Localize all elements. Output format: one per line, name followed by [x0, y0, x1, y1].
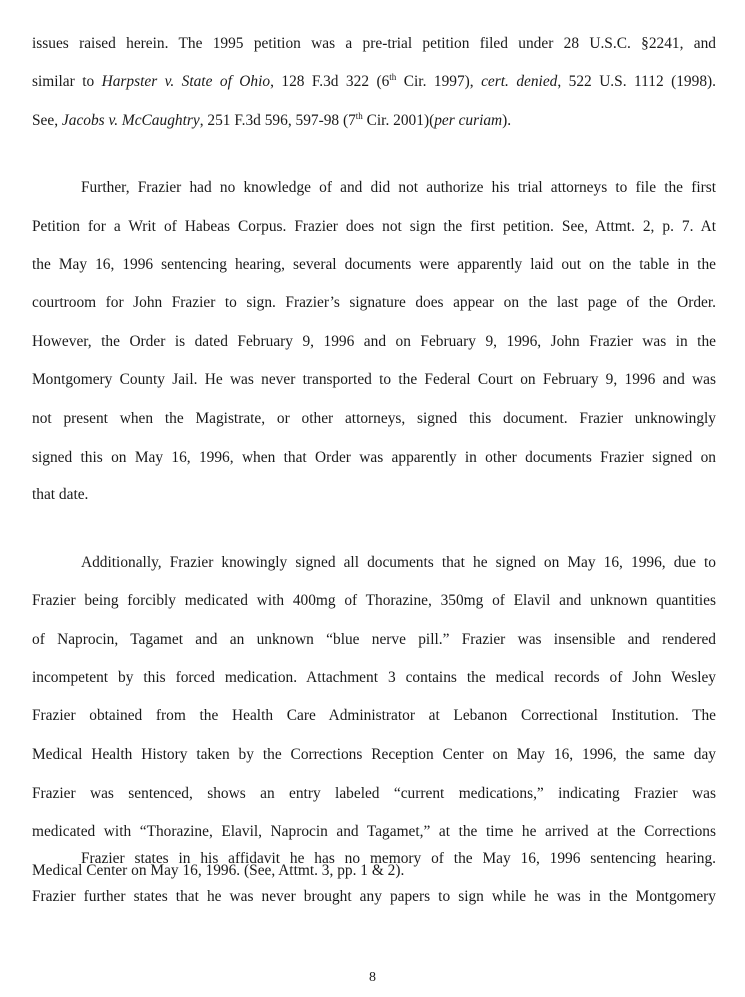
ordinal-suffix: th	[389, 72, 397, 82]
text-line: Frazier further states that he was never brought any papers to sign while he was in the Montgomery	[32, 888, 716, 905]
text-line: issues raised herein. The 1995 petition was a pre-trial petition filed under 28 U.S.C. §2241, and	[32, 35, 716, 52]
text-line: Additionally, Frazier knowingly signed all documents that he signed on May 16, 1996, due to	[81, 554, 716, 571]
text-line: See, Jacobs v. McCaughtry, 251 F.3d 596, 597-98 (7th Cir. 2001)(per curiam).	[32, 111, 512, 129]
text-line: not present when the Magistrate, or other attorneys, signed this document. Frazier unknowingly	[32, 410, 716, 427]
text-line: Further, Frazier had no knowledge of and did not authorize his trial attorneys to file the first	[81, 179, 716, 196]
text-line: Petition for a Writ of Habeas Corpus. Frazier does not sign the first petition. See, Attmt. 2, p. 7. At	[32, 218, 716, 235]
case-citation: Harpster v. State of Ohio	[101, 73, 271, 90]
text-line: Medical Health History taken by the Corrections Reception Center on May 16, 1996, the same day	[32, 746, 716, 763]
text-line: Frazier was sentenced, shows an entry labeled “current medications,” indicating Frazier was	[32, 785, 716, 802]
case-citation: cert. denied	[481, 73, 558, 90]
text-line: courtroom for John Frazier to sign. Frazier’s signature does appear on the last page of the Order.	[32, 294, 716, 311]
case-citation: Jacobs v. McCaughtry	[61, 112, 200, 129]
ordinal-suffix: th	[355, 111, 363, 121]
text-line: Frazier being forcibly medicated with 400mg of Thorazine, 350mg of Elavil and unknown quantities	[32, 592, 716, 609]
text-line: Frazier obtained from the Health Care Administrator at Lebanon Correctional Institution. The	[32, 707, 716, 724]
text-line: incompetent by this forced medication. Attachment 3 contains the medical records of John Wesley	[32, 669, 716, 686]
text-line: signed this on May 16, 1996, when that Order was apparently in other documents Frazier signed on	[32, 449, 716, 466]
text-line: Frazier states in his affidavit he has no memory of the May 16, 1996 sentencing hearing.	[81, 850, 716, 867]
text-line: Montgomery County Jail. He was never transported to the Federal Court on February 9, 1996 and was	[32, 371, 716, 388]
text-line: that date.	[32, 486, 89, 503]
text-line: Medical Center on May 16, 1996. (See, Attmt. 3, pp. 1 & 2).	[32, 862, 405, 879]
text-line: medicated with “Thorazine, Elavil, Naprocin and Tagamet,” at the time he arrived at the Corrections	[32, 823, 716, 840]
page-number: 8	[369, 970, 376, 985]
text-line: similar to Harpster v. State of Ohio, 128 F.3d 322 (6th Cir. 1997), cert. denied, 522 U.S. 1112 (1998).	[32, 72, 716, 90]
case-citation: per curiam	[434, 112, 503, 129]
text-line: the May 16, 1996 sentencing hearing, several documents were apparently laid out on the table in the	[32, 256, 716, 273]
text-line: However, the Order is dated February 9, 1996 and on February 9, 1996, John Frazier was in the	[32, 333, 716, 350]
text-line: of Naprocin, Tagamet and an unknown “blue nerve pill.” Frazier was insensible and rendered	[32, 631, 716, 648]
